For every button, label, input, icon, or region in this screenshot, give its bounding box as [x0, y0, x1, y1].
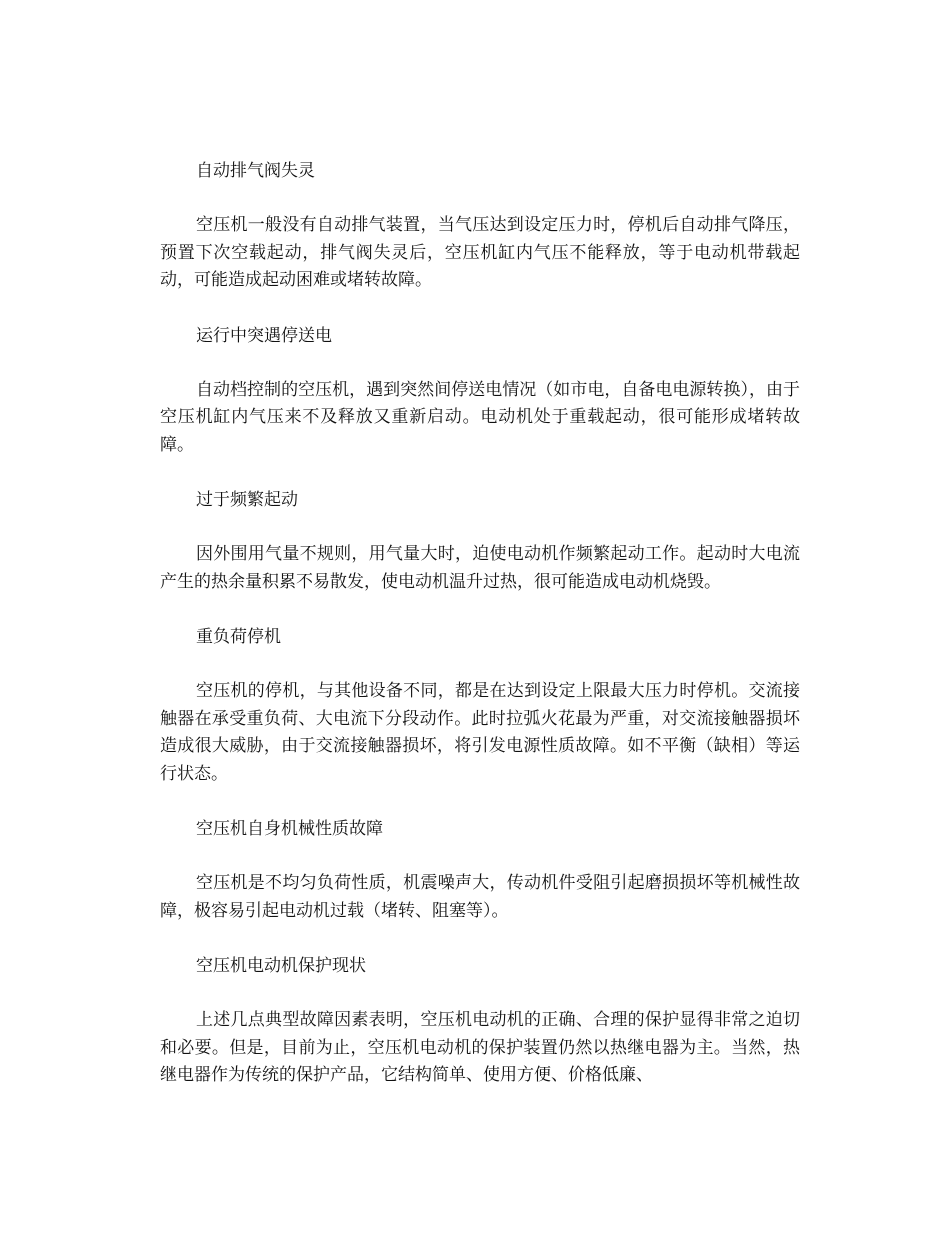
spacer [160, 925, 800, 952]
document-page [160, 157, 800, 1090]
paragraph-power-interruption: 自动档控制的空压机，遇到突然间停送电情况（如市电，自备电电源转换），由于空压机缸内气压来不及释放又重新启动。电动机处于重载起动，很可能形成堵转故障。 [160, 379, 800, 455]
paragraph-protection-status: 上述几点典型故障因素表明，空压机电动机的正确、合理的保护显得非常之迫切和必要。但是，目前为止，空压机电动机的保护装置仍然以热继电器为主。当然，热继电器作为传统的保护产品，它结构简单、使用方便、价格低廉、 [160, 1010, 800, 1085]
spacer [160, 514, 800, 541]
paragraph-frequent-start: 因外围用气量不规则，用气量大时，迫使电动机作频繁起动工作。起动时大电流产生的热余量积累不易散发，使电动机温升过热，很可能造成电动机烧毁。 [160, 544, 800, 592]
spacer [160, 980, 800, 1007]
spacer [160, 843, 800, 870]
spacer [160, 350, 800, 377]
section-heading-mechanical-fault: 空压机自身机械性质故障 [196, 819, 383, 839]
paragraph-heavy-load-stop: 空压机的停机，与其他设备不同，都是在达到设定上限最大压力时停机。交流接触器在承受重负荷、大电流下分段动作。此时拉弧火花最为严重，对交流接触器损坏造成很大威胁，由于交流接触器损坏，将引发电源性质故障。如不平衡（缺相）等运行状态。 [160, 681, 800, 784]
section-heading-protection-status: 空压机电动机保护现状 [196, 956, 366, 976]
spacer [160, 295, 800, 322]
spacer [160, 788, 800, 815]
spacer [160, 459, 800, 486]
spacer [160, 185, 800, 212]
paragraph-exhaust-valve: 空压机一般没有自动排气装置，当气压达到设定压力时，停机后自动排气降压，预置下次空载起动，排气阀失灵后，空压机缸内气压不能释放，等于电动机带载起动，可能造成起动困难或堵转故障。 [160, 215, 800, 290]
section-heading-exhaust-valve: 自动排气阀失灵 [196, 161, 315, 181]
spacer [160, 596, 800, 623]
section-heading-frequent-start: 过于频繁起动 [196, 490, 298, 510]
section-heading-heavy-load-stop: 重负荷停机 [196, 627, 281, 647]
spacer [160, 651, 800, 678]
paragraph-mechanical-fault: 空压机是不均匀负荷性质，机震噪声大，传动机件受阻引起磨损损坏等机械性故障，极容易引起电动机过载（堵转、阻塞等）。 [160, 873, 800, 921]
section-heading-power-interruption: 运行中突遇停送电 [196, 325, 332, 346]
